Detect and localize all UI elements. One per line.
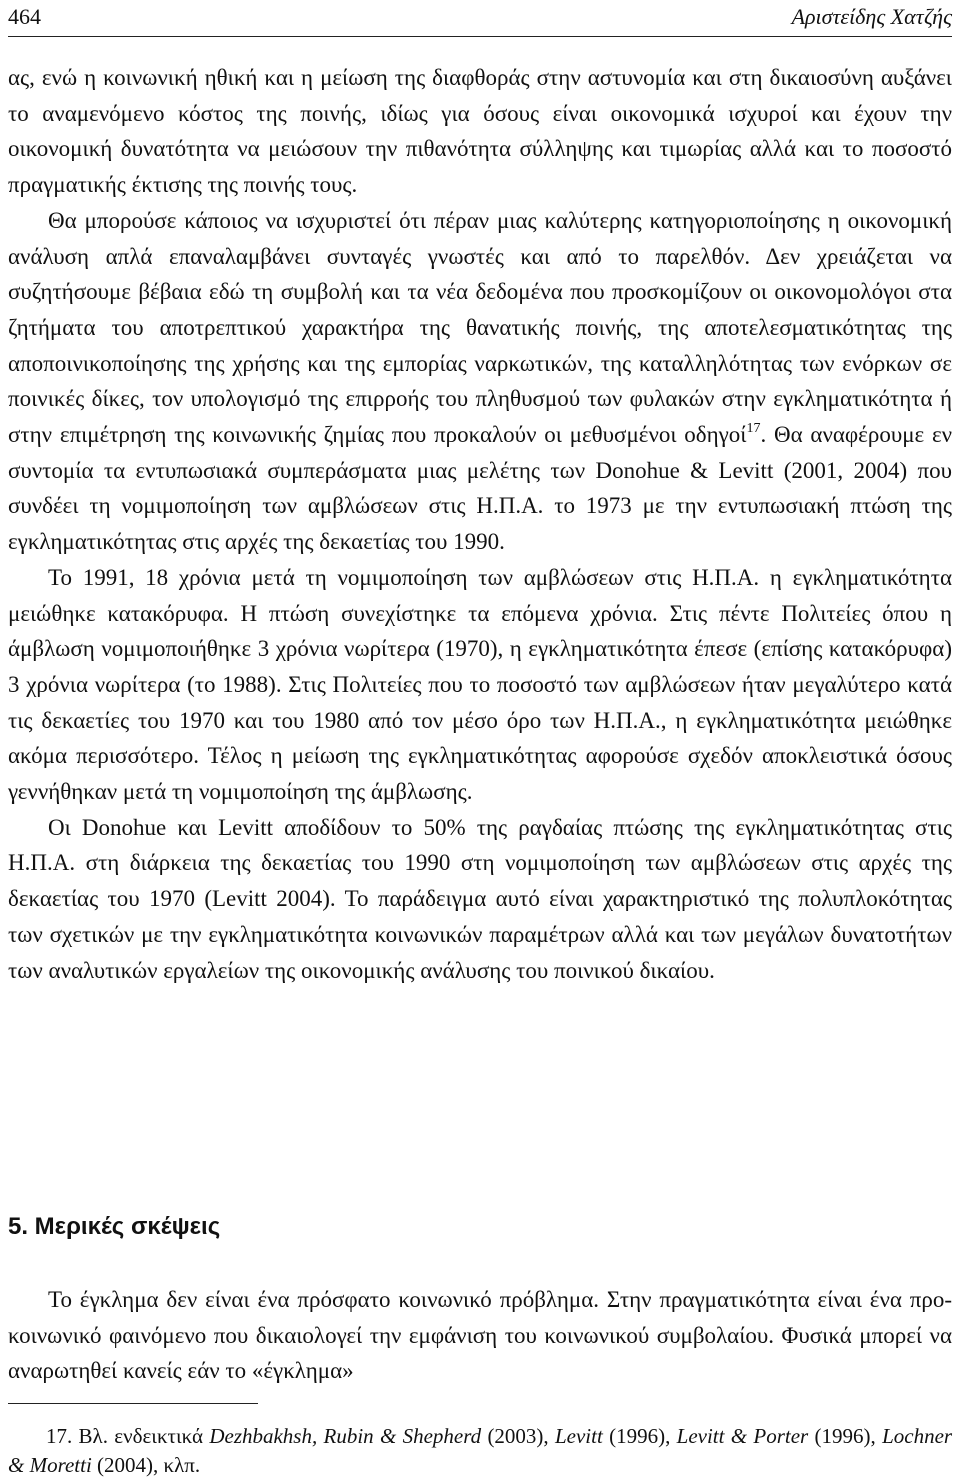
footnote-ref-year: (2004), κλπ. — [97, 1453, 201, 1477]
paragraph-economic-analysis — [8, 203, 952, 560]
running-header — [8, 2, 952, 37]
paragraph-continuation: ας, ενώ η κοινωνική ηθική και η μείωση της διαφθοράς στην αστυνομία και στη δικαιοσύνη αυξάνει το αναμενόμενο κόστος της ποινής, ιδίως για όσους είναι οικονομικά ισχυροί και έχουν την οικονομική δυνατότητα να μειώσουν την πιθανότητα σύλληψης και τιμωρίας αλλά και το ποσοστό πραγματικής έκτισης της ποινής τους. — [8, 65, 952, 198]
footnote-ref-year: (1996), — [609, 1424, 671, 1448]
main-text — [8, 60, 952, 988]
running-header-author: Αριστείδης Χατζής — [791, 4, 952, 29]
footnote-ref-authors: Dezhbakhsh, Rubin & Shepherd — [209, 1424, 482, 1448]
footnote-ref-authors: Lochner & Moretti — [8, 1424, 953, 1477]
paragraph-donohue-levitt: Οι Donohue και Levitt αποδίδουν το 50% της ραγδαίας πτώσης της εγκληματικότητας στις Η.Π.Α. στη διάρκεια της δεκαετίας του 1990 στη νομιμοποίηση των αμβλώσεων στις αρχές της δεκαετίας του 1970 (Levitt 2004). Το παράδειγμα αυτό είναι χαρακτηριστικό της πολυπλοκότητας των σχετικών με την εγκληματικότητα κοινωνικών παραμέτρων αλλά και των μεγάλων δυνατοτήτων των αναλυτικών εργαλείων της οικονομικής ανάλυσης του ποινικού δικαίου. — [8, 814, 952, 983]
page-number: 464 — [8, 4, 41, 29]
footnote-ref-authors: Levitt — [554, 1424, 603, 1448]
footnote-ref-year: (2003), — [487, 1424, 549, 1448]
footnote-reference[interactable]: 17 — [746, 421, 761, 437]
footnote-ref-year: (1996), — [814, 1424, 876, 1448]
footnote-separator — [8, 1403, 258, 1404]
paragraph-crime-drop: Το 1991, 18 χρόνια μετά τη νομιμοποίηση των αμβλώσεων στις Η.Π.Α. η εγκληματικότητα μειώθηκε κατακόρυφα. Η πτώση συνεχίστηκε τα επόμενα χρόνια. Στις πέντε Πολιτείες όπου η άμβλωση νομιμοποιήθηκε 3 χρόνια νωρίτερα (1970), η εγκληματικότητα έπεσε (επίσης κατακόρυφα) 3 χρόνια νωρίτερα (το 1988). Στις Πολιτείες που το ποσοστό των αμβλώσεων ήταν μεγαλύτερο κατά τις δεκαετίες του 1970 και του 1980 από τον μέσο όρο των Η.Π.Α., η εγκληματικότητα μειώθηκε ακόμα περισσότερο. Τέλος η μείωση της εγκληματικότητας αφορούσε σχεδόν αποκλειστικά όσους γεννήθηκαν μετά τη νομιμοποίηση της άμβλωσης. — [8, 564, 952, 805]
footnote-lead: Βλ. ενδεικτικά — [78, 1424, 204, 1448]
footnote — [8, 1422, 952, 1480]
paragraph-section-5: Το έγκλημα δεν είναι ένα πρόσφατο κοινωνικό πρόβλημα. Στην πραγματικότητα είναι ένα προ-κοινωνικό φαινόμενο που δικαιολογεί την εμφάνιση του κοινωνικού συμβολαίου. Φυσικά μπορεί να αναρωτηθεί κανείς εάν το «έγκλημα» — [8, 1287, 952, 1384]
footnote-number: 17. — [46, 1424, 73, 1448]
section-text — [8, 1259, 952, 1412]
paragraph-text-continued: . Θα αναφέρουμε εν συντομία τα εντυπωσιακά συμπεράσματα μιας μελέτης των Donohue & Levitt (2001, 2004) που συνδέει τη νομιμοποίηση των αμβλώσεων στις Η.Π.Α. το 1973 με την εντυπωσιακή πτώση της εγκληματικότητας στις αρχές της δεκαετίας του 1990. — [8, 422, 952, 555]
paragraph-text: Θα μπορούσε κάποιος να ισχυριστεί ότι πέραν μιας καλύτερης κατηγοριοποίησης η οικονομική ανάλυση απλά επαναλαμβάνει συνταγές γνωστές και από το παρελθόν. Δεν χρειάζεται να συζητήσουμε βέβαια εδώ τη συμβολή και τα νέα δεδομένα που προσκομίζουν οι οικονομολόγοι στα ζητήματα του αποτρεπτικού χαρακτήρα της θανατικής ποινής, της αποτελεσματικότητας της αποποινικοποίησης της χρήσης και της εμπορίας ναρκωτικών, της καταλληλότητας των ενόρκων σε ποινικές δίκες, τον υπολογισμό της επιρροής του πληθυσμού των φυλακών στην εγκληματικότητα ή στην επιμέτρηση της κοινωνικής ζημίας που προκαλούν οι μεθυσμένοι οδηγοί — [8, 207, 952, 448]
section-heading: 5. Μερικές σκέψεις — [8, 1213, 221, 1240]
footnote-ref-authors: Levitt & Porter — [676, 1424, 809, 1448]
